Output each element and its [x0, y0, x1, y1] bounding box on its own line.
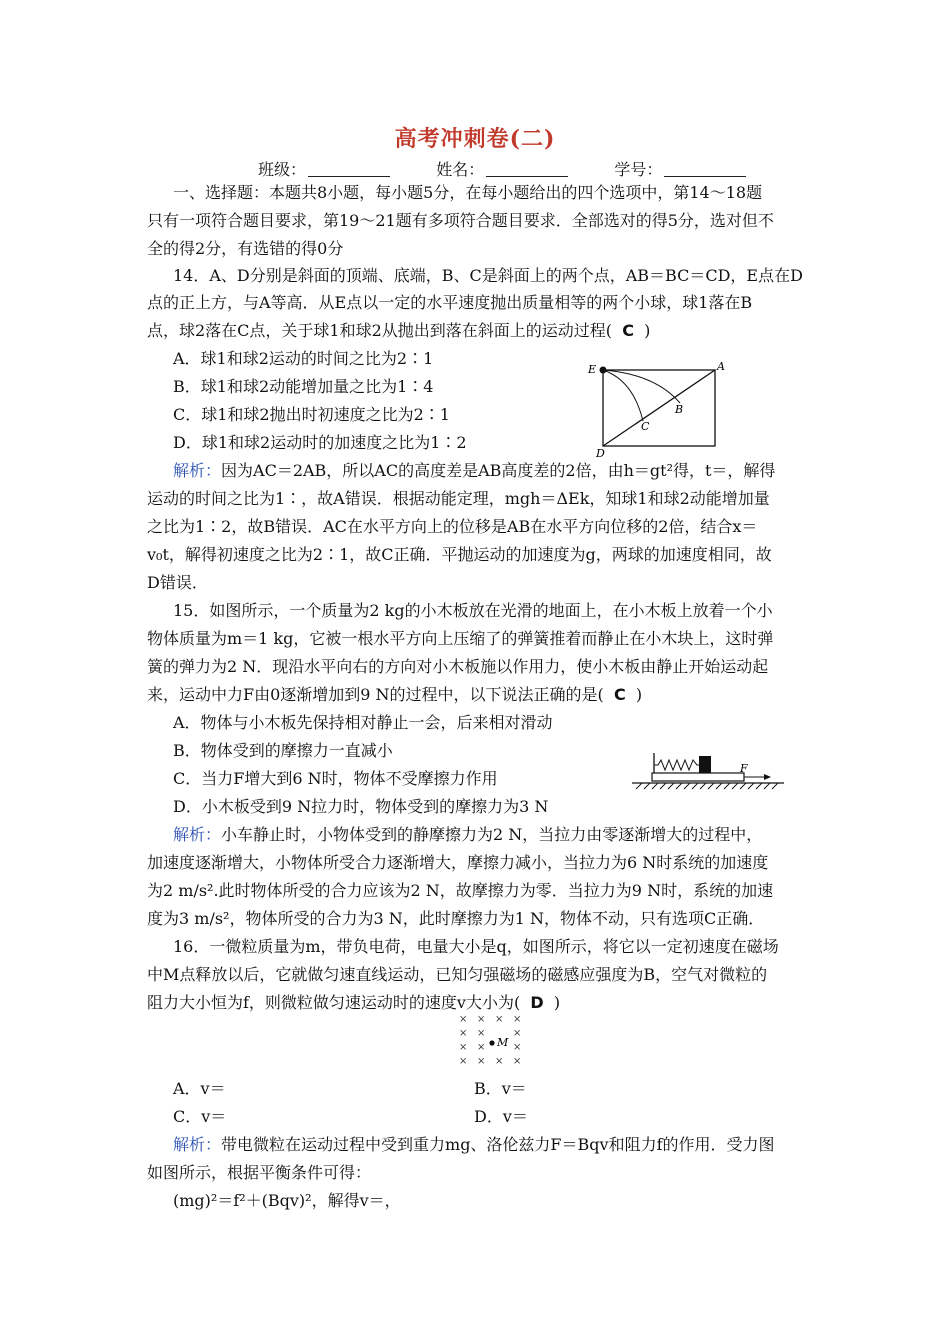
label-D: D [596, 447, 605, 460]
q14-option-a: A．球1和球2运动的时间之比为2∶1 [173, 349, 434, 368]
field-cross: × [459, 1042, 468, 1053]
q15-stem-line: 15．如图所示，一个质量为2 kg的小木板放在光滑的地面上，在小木板上放着一个小 [173, 601, 773, 620]
id-label: 学号： [614, 160, 663, 179]
q14-analysis-line: 运动的时间之比为1∶，故A错误．根据动能定理，mgh＝ΔEk，知球1和球2动能增加量 [147, 489, 770, 508]
launch-point [600, 367, 607, 374]
field-cross: × [459, 1056, 468, 1067]
q15-option-d: D．小木板受到9 N拉力时，物体受到的摩擦力为3 N [173, 797, 549, 816]
page-title: 高考冲刺卷(二) [394, 126, 556, 152]
q15-answer: C [613, 685, 626, 704]
q14-option-b: B．球1和球2动能增加量之比为1∶4 [173, 377, 434, 396]
q15-option-a: A．物体与小木板先保持相对静止一会，后来相对滑动 [173, 713, 553, 732]
q16-analysis-line: 解析：带电微粒在运动过程中受到重力mg、洛伦兹力F＝Bqv和阻力f的作用．受力图 [173, 1135, 775, 1154]
intro-line: 全的得2分，有选错的得0分 [147, 239, 344, 258]
analysis-label: 解析： [173, 825, 222, 844]
q14-analysis-line: D错误． [147, 573, 208, 592]
q14-option-c: C．球1和球2抛出时初速度之比为2∶1 [173, 405, 450, 424]
q16-analysis-line: (mg)²＝f²＋(Bqv)²，解得v＝， [173, 1191, 401, 1210]
q15-option-c: C．当力F增大到6 N时，物体不受摩擦力作用 [173, 769, 498, 788]
name-blank [486, 162, 568, 177]
q15-stem-line: 物体质量为m＝1 kg，它被一根水平方向上压缩了的弹簧推着而静止在小木块上，这时弹 [147, 629, 774, 648]
q15-stem-line: 簧的弹力为2 N．现沿水平向右的方向对小木板施以作用力，使小木板由静止开始运动起 [147, 657, 769, 676]
field-cross: × [495, 1056, 504, 1067]
label-E: E [588, 363, 597, 376]
field-cross: × [477, 1014, 486, 1025]
label-A: A [717, 360, 725, 373]
q16-stem-line: 阻力大小恒为f，则微粒做匀速运动时的速度v大小为( D ) [147, 993, 561, 1012]
force-arrowhead [764, 774, 771, 780]
particle-M [489, 1040, 494, 1045]
q14-answer: C [622, 321, 634, 340]
q15-spring-board-figure [628, 745, 788, 795]
ground-hatching [636, 783, 778, 789]
q16-magnetic-field-figure [456, 1012, 528, 1074]
q14-analysis-line: v₀t，解得初速度之比为2∶1，故C正确．平抛运动的加速度为g，两球的加速度相同，故 [147, 545, 772, 564]
field-cross: × [513, 1042, 522, 1053]
q14-stem-line: 点的正上方，与A等高．从E点以一定的水平速度抛出质量相等的两个小球，球1落在B [147, 293, 753, 312]
student-info-row [258, 157, 746, 180]
label-C: C [641, 420, 650, 433]
class-label: 班级： [258, 160, 307, 179]
label-F: F [740, 762, 748, 775]
field-cross: × [477, 1028, 486, 1039]
q14-incline-figure [585, 360, 730, 460]
field-cross: × [513, 1028, 522, 1039]
q15-option-b: B．物体受到的摩擦力一直减小 [173, 741, 393, 760]
spring [654, 760, 699, 770]
field-cross: × [477, 1056, 486, 1067]
field-cross: × [513, 1056, 522, 1067]
q14-stem-line: 点，球2落在C点，关于球1和球2从抛出到落在斜面上的运动过程( C ) [147, 321, 651, 340]
q16-option-d: D．v＝ [474, 1107, 528, 1126]
q16-stem-line: 16．一微粒质量为m，带负电荷，电量大小是q，如图所示，将它以一定初速度在磁场 [173, 937, 779, 956]
q16-option-a: A．v＝ [173, 1079, 226, 1098]
analysis-label: 解析： [173, 1135, 222, 1154]
q16-stem-line: 中M点释放以后，它就做匀速直线运动，已知匀强磁场的磁感应强度为B，空气对微粒的 [147, 965, 768, 984]
q16-answer: D [530, 993, 544, 1012]
field-cross: × [513, 1014, 522, 1025]
field-cross: × [459, 1014, 468, 1025]
field-cross: × [459, 1028, 468, 1039]
q14-analysis-line: 解析：因为AC＝2AB，所以AC的高度差是AB高度差的2倍，由h＝gt²得，t＝，解得 [173, 461, 776, 480]
q14-stem-line: 14．A、D分别是斜面的顶端、底端，B、C是斜面上的两个点，AB＝BC＝CD，E点在D [173, 266, 803, 285]
q15-analysis-line: 为2 m/s².此时物体所受的合力应该为2 N，故摩擦力为零．当拉力为9 N时，系统的加速 [147, 881, 774, 900]
q14-analysis-line: 之比为1∶2，故B错误．AC在水平方向上的位移是AB在水平方向位移的2倍，结合x＝ [147, 517, 758, 536]
q15-analysis-line: 加速度逐渐增大，小物体所受合力逐渐增大，摩擦力减小，当拉力为6 N时系统的加速度 [147, 853, 769, 872]
trajectory-2 [603, 370, 643, 421]
intro-line: 一、选择题：本题共8小题，每小题5分，在每小题给出的四个选项中，第14～18题 [173, 183, 763, 202]
analysis-label: 解析： [173, 461, 222, 480]
small-block [699, 756, 711, 773]
q16-option-b: B．v＝ [474, 1079, 527, 1098]
field-cross: × [495, 1014, 504, 1025]
label-M: M [497, 1036, 509, 1049]
class-blank [308, 162, 390, 177]
q16-option-c: C．v＝ [173, 1107, 227, 1126]
q15-analysis-line: 度为3 m/s²，物体所受的合力为3 N，此时摩擦力为1 N，物体不动，只有选项C正确． [147, 909, 765, 928]
q15-analysis-line: 解析：小车静止时，小物体受到的静摩擦力为2 N，当拉力由零逐渐增大的过程中， [173, 825, 763, 844]
label-B: B [675, 403, 684, 416]
name-label: 姓名： [436, 160, 485, 179]
incline-line [603, 370, 715, 446]
field-cross: × [477, 1042, 486, 1053]
intro-line: 只有一项符合题目要求，第19～21题有多项符合题目要求．全部选对的得5分，选对但不 [147, 211, 774, 230]
q16-analysis-line: 如图所示，根据平衡条件可得： [147, 1163, 372, 1182]
q15-stem-line: 来，运动中力F由0逐渐增加到9 N的过程中，以下说法正确的是( C ) [147, 685, 643, 704]
id-blank [664, 162, 746, 177]
wooden-board [652, 773, 744, 781]
q14-option-d: D．球1和球2运动时的加速度之比为1∶2 [173, 433, 467, 452]
